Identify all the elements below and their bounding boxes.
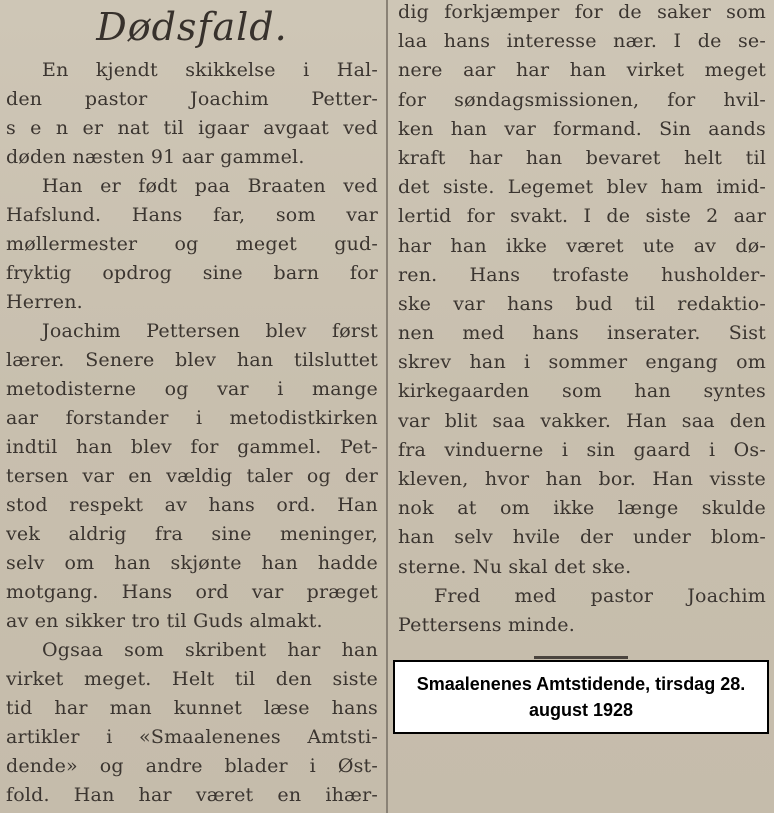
column-divider — [386, 0, 388, 813]
text-line: tersen var en vældig taler og der — [6, 465, 378, 487]
text-line: s e n er nat til igaar avgaat ved — [6, 117, 378, 139]
text-line: aar forstander i metodistkirken — [6, 407, 378, 429]
text-line: dig forkjæmper for de saker som — [398, 1, 766, 23]
text-line: ske var hans bud til redaktio- — [398, 292, 766, 315]
text-line: Ogsaa som skribent har han — [42, 639, 378, 661]
text-line: fold. Han har været en ihær- — [6, 784, 378, 806]
right-column-text — [398, 0, 766, 640]
text-line: Hafslund. Hans far, som var — [6, 204, 378, 226]
text-line: har han ikke været ute av dø- — [398, 234, 766, 257]
text-line: Joachim Pettersen blev først — [42, 320, 378, 342]
text-line: laa hans interesse nær. I de se- — [398, 30, 766, 53]
text-line: stod respekt av hans ord. Han — [6, 494, 378, 516]
text-line: sterne. Nu skal det ske. — [398, 555, 632, 578]
article-title: Dødsfald. — [96, 5, 288, 49]
text-line: tid har man kunnet læse hans — [6, 697, 378, 719]
text-line: Herren. — [6, 291, 83, 313]
end-rule — [534, 656, 628, 659]
text-line: artikler i «Smaalenenes Amtsti- — [6, 726, 378, 748]
text-line: ken han var formand. Sin aands — [398, 117, 766, 140]
text-line: ren. Hans trofaste husholder- — [398, 263, 766, 286]
text-line: kraft har han bevaret helt til — [398, 146, 766, 169]
text-line: nere aar har han virket meget — [398, 59, 766, 82]
text-line: lertid for svakt. I de siste 2 aar — [398, 205, 766, 228]
text-line: den pastor Joachim Petter- — [6, 88, 378, 110]
text-line: Pettersens minde. — [398, 613, 575, 636]
text-line: virket meget. Helt til den siste — [6, 668, 378, 690]
text-line: En kjendt skikkelse i Hal- — [42, 59, 378, 81]
text-line: møllermester og meget gud- — [6, 233, 378, 255]
left-column — [6, 0, 378, 810]
left-column-text — [6, 56, 378, 810]
text-line: indtil han blev for gammel. Pet- — [6, 436, 378, 458]
text-line: motgang. Hans ord var præget — [6, 581, 378, 603]
text-line: dende» og andre blader i Øst- — [6, 755, 378, 777]
text-line: vek aldrig fra sine meninger, — [6, 523, 378, 545]
right-column — [398, 0, 766, 640]
source-caption: Smaalenenes Amtstidende, tirsdag 28. august 1928 — [393, 660, 769, 734]
text-line: nen med hans inserater. Sist — [398, 322, 766, 345]
text-line: metodisterne og var i mange — [6, 378, 378, 400]
text-line: fra vinduerne i sin gaard i Os- — [398, 438, 766, 461]
text-line: var blit saa vakker. Han saa den — [398, 409, 766, 432]
text-line: skrev han i sommer engang om — [398, 351, 766, 374]
text-line: døden næsten 91 aar gammel. — [6, 146, 305, 168]
text-line: for søndagsmissionen, for hvil- — [398, 88, 766, 111]
text-line: fryktig opdrog sine barn for — [6, 262, 378, 284]
text-line: kleven, hvor han bor. Han visste — [398, 468, 766, 490]
text-line: kirkegaarden som han syntes — [398, 380, 766, 403]
text-line: Fred med pastor Joachim — [434, 584, 766, 607]
text-line: nok at om ikke længe skulde — [398, 497, 766, 520]
text-line: selv om han skjønte han hadde — [6, 552, 378, 574]
text-line: av en sikker tro til Guds almakt. — [6, 610, 323, 632]
text-line: Han er født paa Braaten ved — [42, 175, 378, 197]
text-line: lærer. Senere blev han tilsluttet — [6, 349, 378, 371]
text-line: han selv hvile der under blom- — [398, 526, 766, 549]
text-line: det siste. Legemet blev ham imid- — [398, 176, 766, 199]
